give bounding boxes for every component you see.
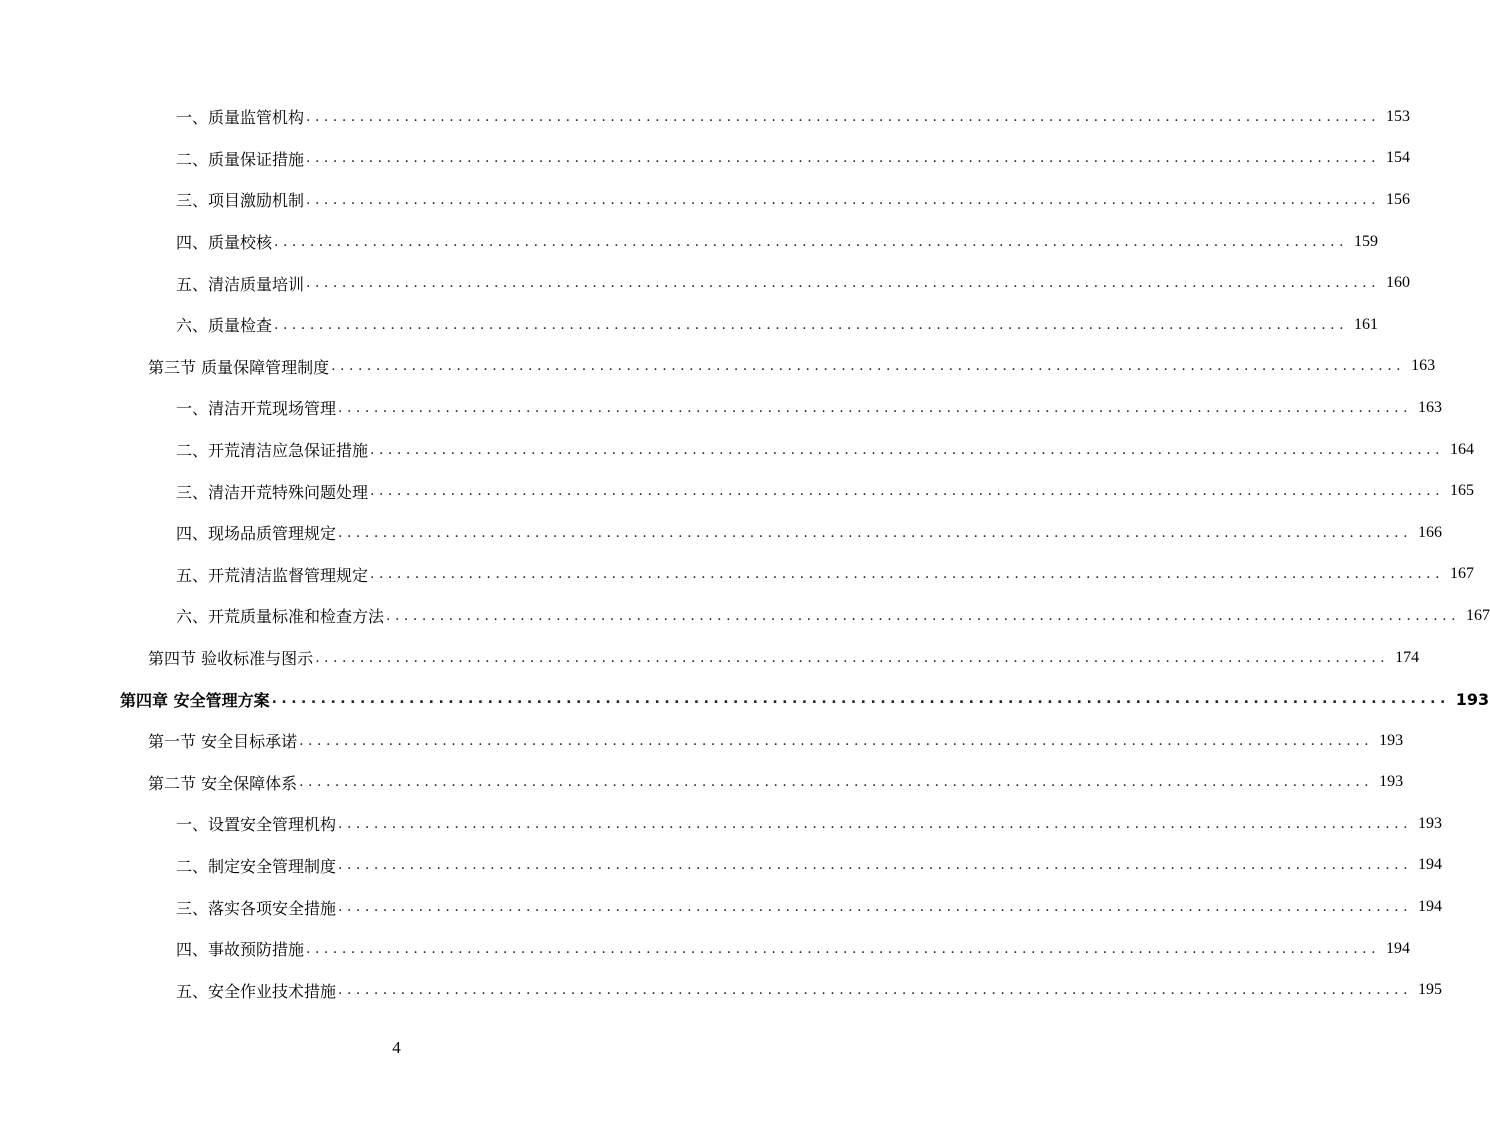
dot-leader: ........................................................................................................................ bbox=[338, 857, 1413, 874]
dot-leader: ........................................................................................................................ bbox=[306, 275, 1381, 292]
dot-leader: ........................................................................................................................ bbox=[299, 774, 1374, 791]
toc-entry[interactable] bbox=[0, 762, 1404, 804]
toc-entry-page: 160 bbox=[1386, 274, 1411, 292]
dot-leader: ........................................................................................................................ bbox=[274, 316, 1349, 333]
toc-entry-page: 165 bbox=[1450, 482, 1475, 500]
dot-leader: ........................................................................................................................ bbox=[299, 732, 1374, 749]
toc-entry-title: 五、清洁质量培训 bbox=[176, 272, 306, 295]
toc-entry-title: 一、清洁开荒现场管理 bbox=[176, 396, 338, 419]
dot-leader: ........................................................................................................................ bbox=[338, 899, 1413, 916]
toc-entry-title: 二、质量保证措施 bbox=[176, 147, 306, 170]
toc-entry[interactable] bbox=[0, 179, 1411, 221]
toc-entry-title: 三、项目激励机制 bbox=[176, 188, 306, 211]
toc-entry-title: 第四节 验收标准与图示 bbox=[148, 646, 315, 669]
dot-leader: ........................................................................................................................ bbox=[306, 191, 1381, 208]
page-number: 4 bbox=[392, 1038, 401, 1057]
toc-entry[interactable] bbox=[0, 221, 1379, 263]
toc-entry-title: 第二节 安全保障体系 bbox=[148, 771, 299, 794]
toc-entry-page: 167 bbox=[1450, 565, 1475, 583]
toc-entry-title: 第一节 安全目标承诺 bbox=[148, 729, 299, 752]
toc-entry-title: 二、制定安全管理制度 bbox=[176, 854, 338, 877]
toc-entry[interactable] bbox=[0, 969, 1443, 1011]
toc-entry[interactable] bbox=[0, 886, 1443, 928]
toc-entry[interactable] bbox=[0, 678, 1490, 720]
toc-entry-page: 163 bbox=[1411, 357, 1436, 375]
toc-entry-title: 三、清洁开荒特殊问题处理 bbox=[176, 480, 370, 503]
toc-entry-page: 194 bbox=[1386, 939, 1411, 957]
toc-entry-title: 第四章 安全管理方案 bbox=[120, 688, 272, 711]
toc-entry-title: 四、事故预防措施 bbox=[176, 937, 306, 960]
toc-entry[interactable] bbox=[0, 720, 1404, 762]
toc-entry-title: 四、质量校核 bbox=[176, 230, 274, 253]
toc-entry-title: 五、开荒清洁监督管理规定 bbox=[176, 563, 370, 586]
toc-entry-title: 二、开荒清洁应急保证措施 bbox=[176, 438, 370, 461]
toc-entry[interactable] bbox=[0, 304, 1379, 346]
toc-entry-title: 四、现场品质管理规定 bbox=[176, 521, 338, 544]
toc-entry-title: 六、质量检查 bbox=[176, 313, 274, 336]
toc-entry[interactable] bbox=[0, 262, 1411, 304]
dot-leader: ........................................................................................................................ bbox=[306, 108, 1381, 125]
toc-entry-title: 六、开荒质量标准和检查方法 bbox=[176, 604, 386, 627]
dot-leader: ........................................................................................................................ bbox=[338, 982, 1413, 999]
toc-entry-page: 193 bbox=[1418, 814, 1443, 832]
toc-entry[interactable] bbox=[0, 845, 1443, 887]
dot-leader: ........................................................................................................................ bbox=[315, 649, 1390, 666]
toc-entry[interactable] bbox=[0, 637, 1420, 679]
dot-leader: ........................................................................................................................ bbox=[306, 940, 1381, 957]
dot-leader: ........................................................................................................................ bbox=[338, 399, 1413, 416]
dot-leader: ........................................................................................................................ bbox=[274, 233, 1349, 250]
toc-entry-page: 164 bbox=[1450, 440, 1475, 458]
toc-entry-page: 174 bbox=[1395, 648, 1420, 666]
dot-leader: ........................................................................................................................ bbox=[370, 483, 1445, 500]
table-of-contents bbox=[0, 96, 1490, 1011]
dot-leader: ........................................................................................................................ bbox=[386, 607, 1461, 624]
toc-entry[interactable] bbox=[0, 470, 1475, 512]
toc-entry[interactable] bbox=[0, 96, 1411, 138]
toc-entry-page: 193 bbox=[1379, 773, 1404, 791]
dot-leader: ........................................................................................................................ bbox=[370, 566, 1445, 583]
toc-entry-title: 五、安全作业技术措施 bbox=[176, 979, 338, 1002]
dot-leader: ........................................................................................................................ bbox=[306, 150, 1381, 167]
toc-entry-page: 166 bbox=[1418, 523, 1443, 541]
toc-entry[interactable] bbox=[0, 803, 1443, 845]
toc-entry-page: 194 bbox=[1418, 856, 1443, 874]
toc-entry-title: 三、落实各项安全措施 bbox=[176, 896, 338, 919]
dot-leader: ........................................................................................................................ bbox=[271, 691, 1450, 708]
toc-entry[interactable] bbox=[0, 595, 1490, 637]
toc-entry-page: 159 bbox=[1354, 232, 1379, 250]
dot-leader: ........................................................................................................................ bbox=[370, 441, 1445, 458]
toc-entry[interactable] bbox=[0, 512, 1443, 554]
toc-entry-page: 161 bbox=[1354, 315, 1379, 333]
toc-entry-page: 195 bbox=[1418, 981, 1443, 999]
toc-entry-title: 一、质量监管机构 bbox=[176, 105, 306, 128]
toc-entry[interactable] bbox=[0, 138, 1411, 180]
toc-entry-page: 167 bbox=[1466, 606, 1490, 624]
dot-leader: ........................................................................................................................ bbox=[338, 524, 1413, 541]
toc-entry-page: 194 bbox=[1418, 898, 1443, 916]
toc-entry[interactable] bbox=[0, 928, 1411, 970]
toc-entry-page: 153 bbox=[1386, 107, 1411, 125]
dot-leader: ........................................................................................................................ bbox=[338, 815, 1413, 832]
toc-entry-title: 一、设置安全管理机构 bbox=[176, 812, 338, 835]
toc-entry-page: 156 bbox=[1386, 190, 1411, 208]
toc-entry[interactable] bbox=[0, 387, 1443, 429]
toc-entry-page: 163 bbox=[1418, 398, 1443, 416]
toc-entry-page: 193 bbox=[1455, 689, 1490, 709]
toc-entry[interactable] bbox=[0, 554, 1475, 596]
toc-entry[interactable] bbox=[0, 346, 1436, 388]
toc-entry-page: 193 bbox=[1379, 731, 1404, 749]
toc-entry[interactable] bbox=[0, 429, 1475, 471]
dot-leader: ........................................................................................................................ bbox=[331, 358, 1406, 375]
toc-entry-page: 154 bbox=[1386, 149, 1411, 167]
toc-entry-title: 第三节 质量保障管理制度 bbox=[148, 355, 331, 378]
